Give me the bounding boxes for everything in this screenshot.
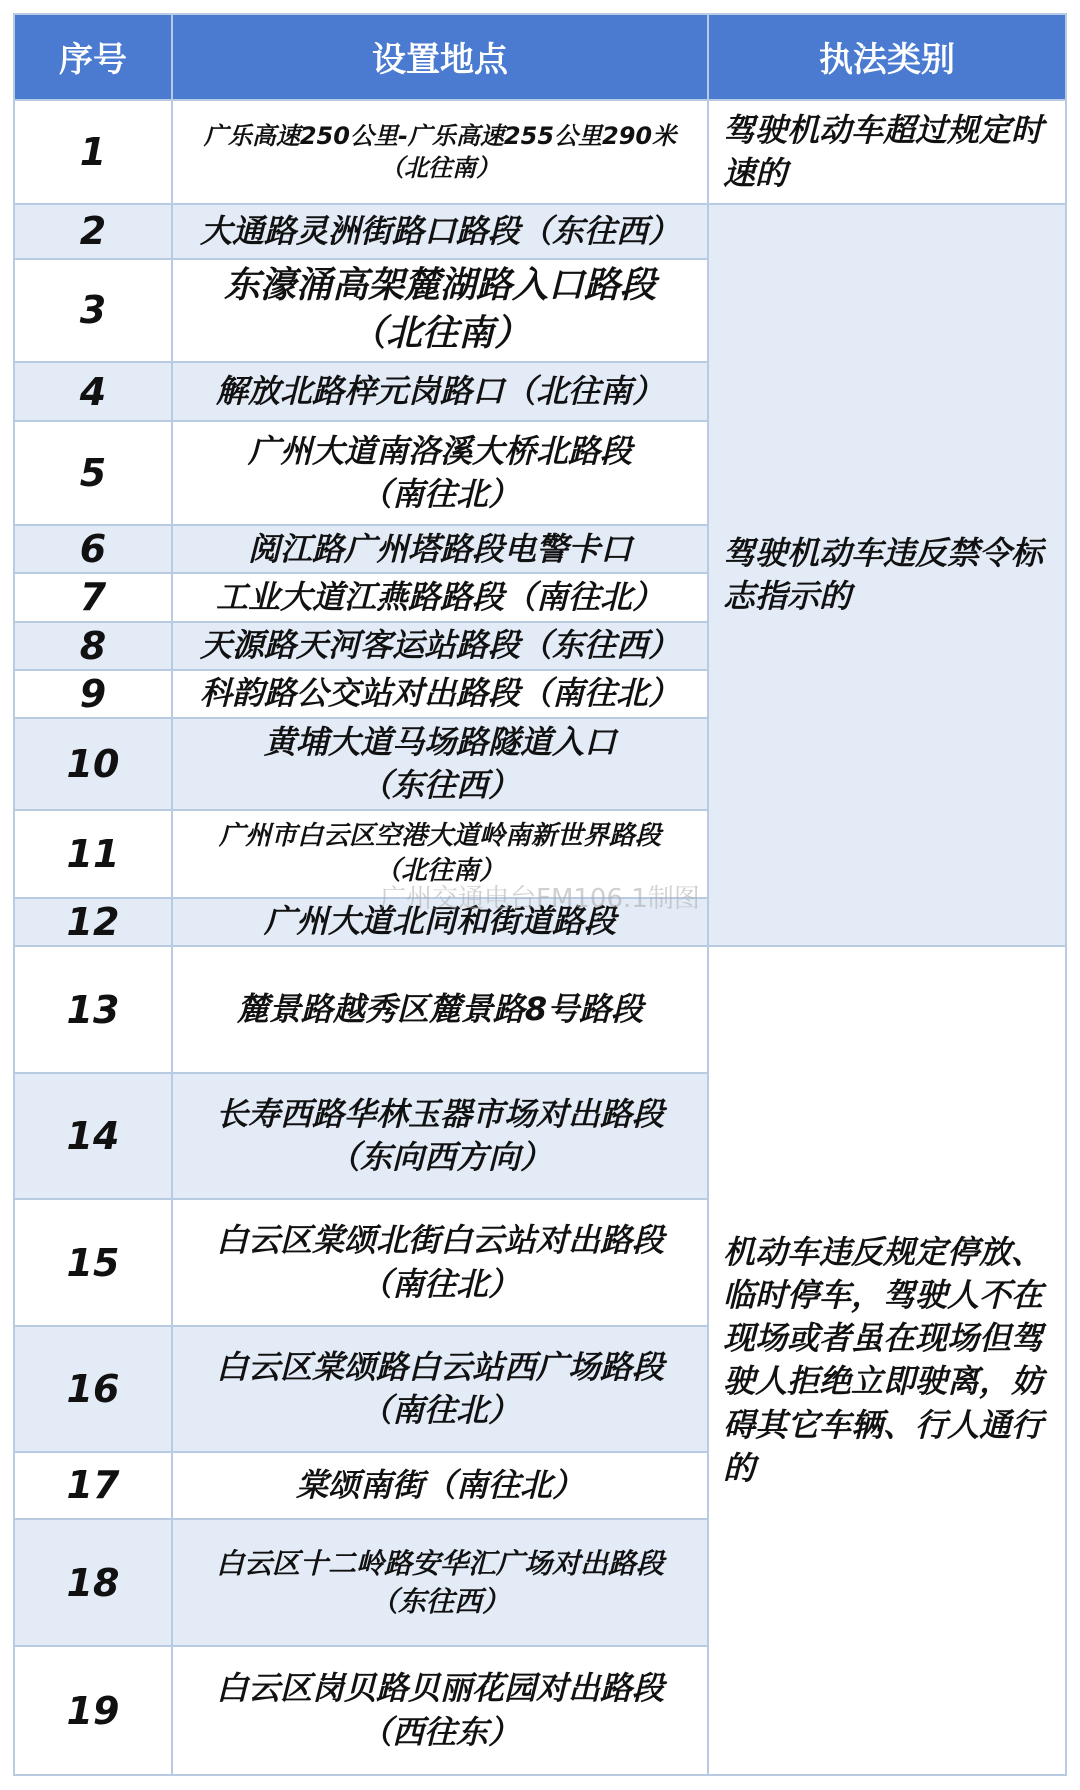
row-location (172, 1326, 708, 1451)
row-number: 12 (14, 898, 172, 946)
row-number: 7 (14, 573, 172, 621)
row-number: 8 (14, 622, 172, 670)
header-row (14, 14, 1066, 100)
location-direction: （北往南） (349, 313, 530, 355)
location-direction: （东往西） (359, 765, 520, 804)
location-line: 黄埔大道马场路隧道入口 (263, 722, 616, 761)
category-line: 驶人拒绝立即驶离，妨 (723, 1362, 1044, 1401)
row-number: 11 (14, 810, 172, 898)
header-category: 执法类别 (708, 14, 1066, 100)
category-cell-parking (708, 946, 1066, 1775)
row-number: 18 (14, 1519, 172, 1647)
location-line: 阅江路广州塔路段电警卡口 (247, 529, 632, 568)
location-line: 棠颂南街（南往北） (295, 1465, 584, 1504)
row-location (172, 1646, 708, 1775)
location-line: 东濠涌高架麓湖路入口路段 (223, 264, 656, 306)
location-direction: （东往西） (369, 1584, 510, 1618)
row-number: 17 (14, 1452, 172, 1519)
row-number: 10 (14, 718, 172, 810)
row-number: 1 (14, 100, 172, 205)
location-line: 大通路灵洲街路口路段（东往西） (199, 211, 680, 250)
enforcement-table (13, 13, 1067, 1776)
category-line: 速的 (723, 153, 788, 192)
location-direction: （东向西方向） (327, 1138, 552, 1177)
row-location (172, 362, 708, 421)
location-line: 白云区棠颂北街白云站对出路段 (215, 1221, 664, 1260)
category-line: 碍其它车辆、行人通行 (723, 1405, 1044, 1444)
row-location (172, 1073, 708, 1198)
category-line: 志指示的 (723, 577, 852, 616)
location-line: 白云区棠颂路白云站西广场路段 (215, 1347, 664, 1386)
category-line: 的 (723, 1448, 756, 1487)
category-line: 驾驶机动车违反禁令标 (723, 533, 1044, 572)
location-line: 广州大道北同和街道路段 (263, 902, 616, 941)
row-number: 16 (14, 1326, 172, 1451)
row-location (172, 622, 708, 670)
row-location (172, 1519, 708, 1647)
location-line: 工业大道江燕路路段（南往北） (215, 577, 664, 616)
table-row (14, 204, 1066, 258)
location-line: 白云区十二岭路安华汇广场对出路段 (215, 1546, 664, 1580)
location-line: 广州市白云区空港大道岭南新世界路段 (218, 820, 661, 851)
header-seq: 序号 (14, 14, 172, 100)
row-number: 19 (14, 1646, 172, 1775)
header-location: 设置地点 (172, 14, 708, 100)
row-location (172, 204, 708, 258)
location-direction: （北往南） (380, 153, 500, 182)
row-number: 9 (14, 670, 172, 718)
location-line: 科韵路公交站对出路段（南往北） (199, 674, 680, 713)
location-direction: （南往北） (359, 1391, 520, 1430)
location-line: 麓景路越秀区麓景路8号路段 (236, 990, 644, 1029)
row-location (172, 259, 708, 363)
category-line: 驾驶机动车超过规定时 (723, 110, 1044, 149)
location-line: 长寿西路华林玉器市场对出路段 (215, 1094, 664, 1133)
row-number: 4 (14, 362, 172, 421)
category-line: 临时停车，驾驶人不在 (723, 1276, 1044, 1315)
category-cell-prohibition (708, 204, 1066, 946)
location-line: 广州大道南洛溪大桥北路段 (247, 431, 632, 470)
table-row (14, 100, 1066, 205)
row-location (172, 421, 708, 526)
location-direction: （北往南） (374, 855, 505, 886)
location-line: 天源路天河客运站路段（东往西） (199, 625, 680, 664)
row-location (172, 525, 708, 573)
row-location (172, 718, 708, 810)
row-location (172, 1199, 708, 1327)
row-location (172, 100, 708, 205)
watermark: 广州交通电台FM106.1制图 (380, 884, 700, 914)
row-location (172, 898, 708, 946)
table-row (14, 946, 1066, 1074)
row-number: 14 (14, 1073, 172, 1198)
location-direction: （南往北） (359, 475, 520, 514)
row-number: 6 (14, 525, 172, 573)
location-line: 解放北路梓元岗路口（北往南） (215, 371, 664, 410)
row-location (172, 573, 708, 621)
row-number: 13 (14, 946, 172, 1074)
location-line: 白云区岗贝路贝丽花园对出路段 (215, 1669, 664, 1708)
row-number: 15 (14, 1199, 172, 1327)
row-location (172, 810, 708, 898)
location-line: 广乐高速250公里-广乐高速255公里290米 (203, 121, 677, 150)
category-line: 现场或者虽在现场但驾 (723, 1319, 1044, 1358)
row-location (172, 946, 708, 1074)
row-number: 2 (14, 204, 172, 258)
category-cell-speeding (708, 100, 1066, 205)
location-direction: （西往东） (359, 1712, 520, 1751)
location-direction: （南往北） (359, 1264, 520, 1303)
row-location (172, 1452, 708, 1519)
row-number: 3 (14, 259, 172, 363)
row-location (172, 670, 708, 718)
category-line: 机动车违反规定停放、 (723, 1232, 1044, 1271)
row-number: 5 (14, 421, 172, 526)
